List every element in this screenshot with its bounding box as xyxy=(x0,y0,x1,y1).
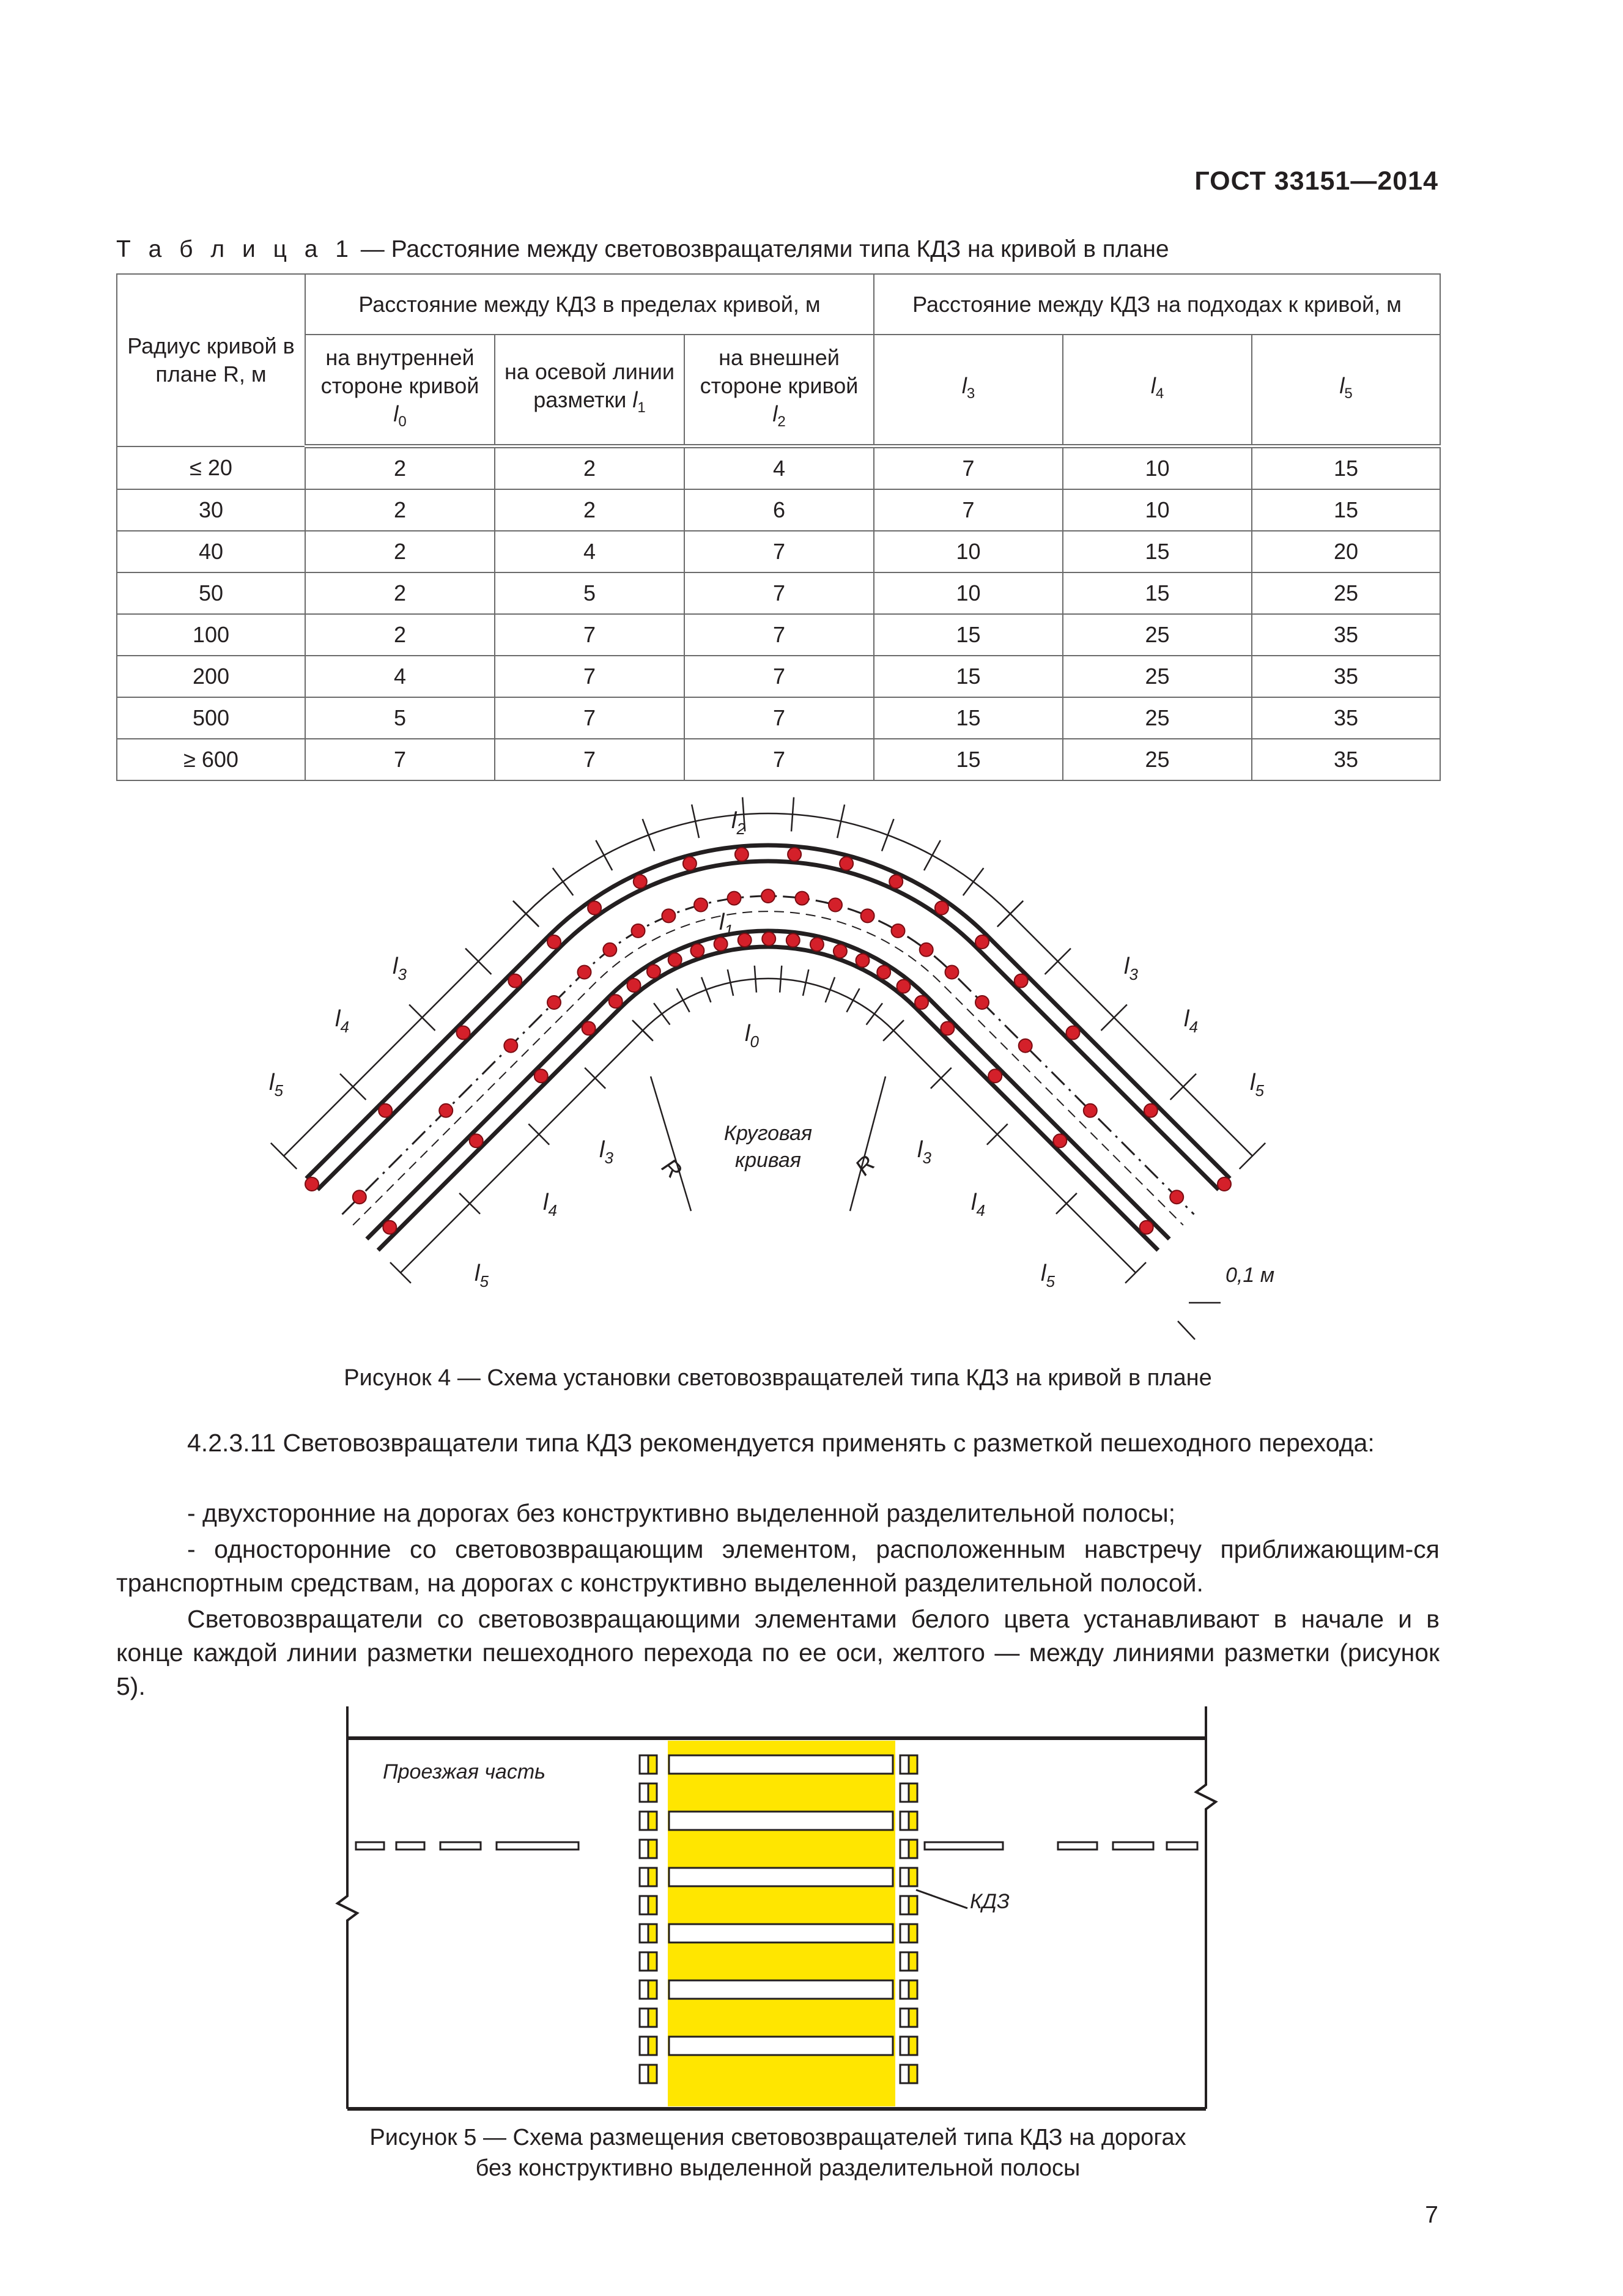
cell-distance: 7 xyxy=(874,489,1063,531)
tick-inner-curve xyxy=(826,977,835,1002)
table-row xyxy=(117,614,1440,656)
crossing-stripe xyxy=(669,1812,893,1830)
kdz-reflector-right-white xyxy=(900,1980,909,1999)
cell-distance: 25 xyxy=(1063,614,1252,656)
kdz-reflector-right-yellow xyxy=(909,1755,917,1774)
kdz-reflector-left-yellow xyxy=(648,1840,657,1858)
cell-distance: 7 xyxy=(495,697,684,739)
figure-5-caption-line2: без конструктивно выделенной разделительной полосы xyxy=(475,2155,1081,2181)
label-l2: $l_2$ xyxy=(731,808,745,838)
label-roadway: Проезжая часть xyxy=(383,1760,546,1783)
reflector-axis-approach xyxy=(547,996,561,1009)
figure-4-caption: Рисунок 4 — Схема установки световозвращателей типа КДЗ на кривой в плане xyxy=(344,1365,1212,1391)
kdz-reflector-left-yellow xyxy=(648,2065,657,2083)
figure-4-curve-diagram xyxy=(0,789,1623,1370)
kdz-reflector-left-white xyxy=(640,1896,648,1914)
kdz-reflector-right-white xyxy=(900,2009,909,2027)
cell-distance: 2 xyxy=(495,489,684,531)
paragraph-4-2-3-11: 4.2.3.11 Световозвращатели типа КДЗ рекомендуется применять с разметкой пешеходного перехода: xyxy=(187,1429,1375,1457)
kdz-reflector-right-yellow xyxy=(909,1783,917,1802)
label-l3-right-inner: $l_3$ xyxy=(917,1137,931,1167)
label-R-left: R xyxy=(656,1154,687,1184)
crossing-stripe xyxy=(669,1868,893,1886)
reflector-inner-curve xyxy=(915,996,928,1009)
cell-distance: 35 xyxy=(1252,697,1440,739)
table-body xyxy=(117,446,1440,781)
cell-distance: 2 xyxy=(305,614,495,656)
table-row xyxy=(117,739,1440,780)
reflector-axis-curve xyxy=(603,943,616,957)
reflector-outer-approach xyxy=(1015,974,1028,988)
cell-distance: 15 xyxy=(874,697,1063,739)
cell-distance: 20 xyxy=(1252,531,1440,572)
reflector-axis-curve xyxy=(578,966,591,979)
cell-distance: 10 xyxy=(1063,489,1252,531)
reflector-outer-approach xyxy=(379,1104,392,1117)
reflector-axis-curve xyxy=(694,898,708,912)
reflector-inner-curve xyxy=(738,933,752,947)
kdz-reflector-right-yellow xyxy=(909,2065,917,2083)
reflector-outer-approach xyxy=(457,1026,470,1040)
cell-distance: 5 xyxy=(495,572,684,614)
tick-outer-curve xyxy=(553,868,574,895)
reflector-axis-approach xyxy=(1170,1190,1183,1204)
header-l5-subscript: 5 xyxy=(1344,385,1353,402)
cell-distance: 2 xyxy=(305,489,495,531)
kdz-leader-line xyxy=(916,1890,967,1908)
cell-distance: 7 xyxy=(495,739,684,780)
kdz-reflector-right-white xyxy=(900,1783,909,1802)
reflector-inner-curve xyxy=(690,944,704,957)
reflector-outer-curve xyxy=(840,857,853,870)
cell-distance: 7 xyxy=(684,531,874,572)
reflector-outer-curve xyxy=(788,848,801,861)
crossing-stripe xyxy=(669,2037,893,2055)
cell-distance: 10 xyxy=(874,572,1063,614)
kdz-reflector-right-white xyxy=(900,1840,909,1858)
cell-distance: 4 xyxy=(305,656,495,697)
kdz-reflector-right-white xyxy=(900,2065,909,2083)
header-group-within: Расстояние между КДЗ в пределах кривой, м xyxy=(305,274,874,335)
cell-distance: 25 xyxy=(1252,572,1440,614)
kdz-spacing-table xyxy=(116,273,1441,781)
reflector-inner-approach xyxy=(383,1221,396,1234)
label-kdz: КДЗ xyxy=(970,1890,1010,1913)
cell-distance: 4 xyxy=(495,531,684,572)
cell-distance: 25 xyxy=(1063,697,1252,739)
header-inner-symbol: l xyxy=(393,401,399,426)
paragraph-reflector-colors: Световозвращатели со световозвращающими элементами белого цвета устанавливают в начале и в конце каждой линии разметки пешеходного перехода по ее оси, желтого — между линиями разметки (рисунок 5). xyxy=(116,1605,1440,1700)
outer-dimension-line xyxy=(284,813,1252,1156)
kdz-reflector-left-yellow xyxy=(648,1868,657,1886)
cell-radius: 40 xyxy=(117,531,305,572)
reflector-inner-approach xyxy=(582,1021,596,1035)
kdz-reflector-right-yellow xyxy=(909,2037,917,2055)
kdz-reflector-right-white xyxy=(900,1952,909,1971)
header-axis-subscript: 1 xyxy=(637,399,646,416)
kdz-reflector-right-yellow xyxy=(909,1812,917,1830)
reflector-outer-approach xyxy=(508,974,522,988)
figure-5-caption xyxy=(116,2122,1440,2183)
kdz-reflector-left-white xyxy=(640,1924,648,1942)
document-code: ГОСТ 33151—2014 xyxy=(1194,166,1438,196)
kdz-reflector-left-yellow xyxy=(648,2037,657,2055)
header-outer-subscript: 2 xyxy=(777,413,786,430)
table-row xyxy=(117,656,1440,697)
header-l3-symbol: l xyxy=(961,372,967,398)
cell-distance: 4 xyxy=(684,446,874,490)
kdz-reflector-right-white xyxy=(900,1924,909,1942)
reflector-axis-approach xyxy=(439,1104,453,1117)
kdz-reflector-left-yellow xyxy=(648,1755,657,1774)
label-l0: $l_0$ xyxy=(745,1021,759,1051)
cell-distance: 25 xyxy=(1063,739,1252,780)
cell-distance: 7 xyxy=(495,614,684,656)
reflector-inner-curve xyxy=(877,966,890,979)
cell-distance: 7 xyxy=(684,697,874,739)
center-line-dash xyxy=(396,1842,424,1850)
label-l4-right-outer: $l_4$ xyxy=(1184,1006,1198,1036)
header-outer-symbol: l xyxy=(772,401,778,426)
reflector-outer-curve xyxy=(683,857,697,870)
header-l5-symbol: l xyxy=(1339,372,1345,398)
header-inner-subscript: 0 xyxy=(398,413,407,430)
header-inner-label: на внутренней стороне кривой xyxy=(320,344,479,398)
header-axis xyxy=(495,335,684,446)
reflector-inner-curve xyxy=(897,980,911,993)
cell-distance: 15 xyxy=(1063,572,1252,614)
cell-distance: 35 xyxy=(1252,656,1440,697)
kdz-reflector-left-white xyxy=(640,1868,648,1886)
kdz-reflector-right-yellow xyxy=(909,1980,917,1999)
table-row xyxy=(117,572,1440,614)
reflector-axis-approach xyxy=(1019,1039,1032,1053)
cell-distance: 35 xyxy=(1252,614,1440,656)
label-curve-line2: кривая xyxy=(735,1149,801,1172)
inner-edge-line-1 xyxy=(367,931,1169,1239)
cell-distance: 35 xyxy=(1252,739,1440,780)
reflector-outer-approach xyxy=(305,1177,319,1191)
tick-outer-curve xyxy=(924,840,941,870)
kdz-reflector-right-white xyxy=(900,1755,909,1774)
cell-distance: 2 xyxy=(305,572,495,614)
reflector-axis-curve xyxy=(892,924,905,938)
kdz-reflector-right-yellow xyxy=(909,1896,917,1914)
label-R-right: R xyxy=(850,1150,881,1181)
pedestrian-crossing xyxy=(668,1741,895,2106)
reflector-axis-curve xyxy=(632,924,645,938)
tick-inner-curve xyxy=(780,966,782,993)
label-l4-left-outer: $l_4$ xyxy=(335,1006,349,1036)
center-line-dash xyxy=(1167,1842,1197,1850)
reflector-axis-curve xyxy=(829,898,842,912)
radius-leader-right xyxy=(850,1076,885,1211)
kdz-reflector-left-white xyxy=(640,1812,648,1830)
cell-radius: 200 xyxy=(117,656,305,697)
tick-inner-curve xyxy=(654,1003,670,1024)
tick-outer-curve xyxy=(643,819,655,851)
table-caption-label: Т а б л и ц а 1 xyxy=(116,236,354,262)
reflector-outer-curve xyxy=(547,935,561,949)
center-line-dash xyxy=(440,1842,481,1850)
kdz-reflector-left-white xyxy=(640,1755,648,1774)
cell-distance: 5 xyxy=(305,697,495,739)
reflector-axis-curve xyxy=(920,943,933,957)
cell-distance: 25 xyxy=(1063,656,1252,697)
header-inner xyxy=(305,335,495,446)
cell-radius: 50 xyxy=(117,572,305,614)
center-line-dash xyxy=(925,1842,1003,1850)
reflector-outer-approach xyxy=(1067,1026,1080,1040)
cell-distance: 7 xyxy=(495,656,684,697)
header-group-approach: Расстояние между КДЗ на подходах к кривой, м xyxy=(874,274,1440,335)
label-l1: $l_1$ xyxy=(719,909,733,939)
dimension-ticks xyxy=(271,797,1265,1339)
cell-distance: 7 xyxy=(874,446,1063,490)
reflector-inner-curve xyxy=(627,979,641,992)
cell-distance: 7 xyxy=(684,739,874,780)
kdz-reflector-left-white xyxy=(640,2037,648,2055)
label-l4-right-inner: $l_4$ xyxy=(971,1190,985,1220)
curve-lines xyxy=(284,813,1252,1273)
kdz-reflector-left-yellow xyxy=(648,1896,657,1914)
reflector-inner-approach xyxy=(1140,1221,1153,1234)
kdz-reflector-right-white xyxy=(900,1896,909,1914)
label-l3-left-outer: $l_3$ xyxy=(393,954,407,983)
label-l5-left-inner: $l_5$ xyxy=(475,1261,489,1291)
cell-radius: 100 xyxy=(117,614,305,656)
kdz-reflector-left-yellow xyxy=(648,1952,657,1971)
reflector-axis-curve xyxy=(945,966,959,979)
table-row xyxy=(117,697,1440,739)
tick-outer-curve xyxy=(882,819,894,851)
tick-outer-curve xyxy=(596,840,612,870)
cell-distance: 15 xyxy=(1252,489,1440,531)
tick-outer-curve xyxy=(963,868,984,895)
tick-inner-curve xyxy=(701,977,711,1002)
header-l4-symbol: l xyxy=(1150,372,1156,398)
cell-distance: 7 xyxy=(684,572,874,614)
kdz-reflector-left-yellow xyxy=(648,2009,657,2027)
cell-distance: 15 xyxy=(1252,446,1440,490)
axis-dimension-line xyxy=(353,911,1183,1225)
kdz-reflector-left-yellow xyxy=(648,1783,657,1802)
crossing-stripe xyxy=(669,1980,893,1999)
kdz-reflector-right-yellow xyxy=(909,1952,917,1971)
header-l4-subscript: 4 xyxy=(1155,385,1164,402)
reflector-axis-curve xyxy=(861,909,874,922)
header-l4 xyxy=(1063,335,1252,446)
reflector-outer-approach xyxy=(1218,1177,1231,1191)
cell-radius: ≥ 600 xyxy=(117,739,305,780)
label-l5-left-outer: $l_5$ xyxy=(269,1070,283,1100)
tick-inner-curve xyxy=(755,966,756,993)
cell-distance: 7 xyxy=(684,656,874,697)
header-l3-subscript: 3 xyxy=(966,385,975,402)
table-row xyxy=(117,489,1440,531)
cell-radius: 30 xyxy=(117,489,305,531)
reflector-inner-curve xyxy=(668,953,682,966)
list-item-two-sided: - двухсторонние на дорогах без конструктивно выделенной разделительной полосы; xyxy=(187,1499,1176,1527)
header-radius xyxy=(117,274,305,446)
kdz-reflector-left-white xyxy=(640,1840,648,1858)
reflector-inner-approach xyxy=(470,1134,483,1147)
kdz-reflector-left-white xyxy=(640,2009,648,2027)
kdz-reflector-left-yellow xyxy=(648,1924,657,1942)
kdz-reflector-right-white xyxy=(900,2037,909,2055)
kdz-reflector-right-yellow xyxy=(909,2009,917,2027)
header-l3 xyxy=(874,335,1063,446)
header-axis-label: на осевой линии разметки xyxy=(504,358,675,412)
reflector-axis-approach xyxy=(353,1190,366,1204)
list-item-one-sided: - односторонние со световозвращающим элементом, расположенным навстречу приближающим-ся транспортным средствам, на дорогах с конструктивно выделенной разделительной полосой. xyxy=(116,1535,1440,1597)
cell-distance: 2 xyxy=(305,446,495,490)
kdz-reflector-left-yellow xyxy=(648,1812,657,1830)
reflector-outer-approach xyxy=(1144,1104,1158,1117)
table-row xyxy=(117,531,1440,572)
table-row xyxy=(117,446,1440,490)
reflector-outer-curve xyxy=(975,935,989,949)
cell-radius: 500 xyxy=(117,697,305,739)
reflector-inner-curve xyxy=(647,965,660,978)
cell-distance: 2 xyxy=(305,531,495,572)
cell-distance: 6 xyxy=(684,489,874,531)
center-line-dash xyxy=(1058,1842,1097,1850)
center-line-dash xyxy=(497,1842,579,1850)
kdz-reflector-left-white xyxy=(640,1980,648,1999)
reflector-outer-curve xyxy=(588,902,601,915)
kdz-reflector-left-yellow xyxy=(648,1980,657,1999)
kdz-reflector-left-white xyxy=(640,2065,648,2083)
label-l3-right-outer: $l_3$ xyxy=(1124,954,1138,983)
header-axis-symbol: l xyxy=(632,387,638,412)
reflector-axis-approach xyxy=(1084,1104,1097,1117)
reflector-inner-approach xyxy=(534,1069,548,1083)
cell-distance: 15 xyxy=(874,739,1063,780)
kdz-reflector-right-yellow xyxy=(909,1868,917,1886)
cell-radius: ≤ 20 xyxy=(117,446,305,490)
crossing-stripe xyxy=(669,1924,893,1942)
cell-distance: 10 xyxy=(874,531,1063,572)
table-caption xyxy=(116,236,1169,263)
reflector-axis-approach xyxy=(504,1039,517,1053)
header-outer-label: на внешней стороне кривой xyxy=(700,344,859,398)
header-outer xyxy=(684,335,874,446)
reflector-outer-curve xyxy=(634,875,647,888)
cell-distance: 15 xyxy=(1063,531,1252,572)
kdz-reflector-right-white xyxy=(900,1812,909,1830)
cell-distance: 2 xyxy=(495,446,684,490)
label-offset: 0,1 м xyxy=(1226,1264,1275,1287)
kdz-reflector-left-white xyxy=(640,1952,648,1971)
header-radius-label: Радиус кривой в плане R, м xyxy=(127,333,295,387)
label-curve-line1: Круговая xyxy=(723,1122,813,1145)
reflector-outer-curve xyxy=(935,902,948,915)
cell-distance: 15 xyxy=(874,614,1063,656)
figure-5-caption-line1: Рисунок 5 — Схема размещения световозвращателей типа КДЗ на дорогах xyxy=(369,2125,1186,2150)
label-l5-right-inner: $l_5$ xyxy=(1041,1261,1055,1291)
page-number: 7 xyxy=(1425,2202,1438,2228)
reflector-inner-curve xyxy=(856,954,870,967)
reflector-inner-curve xyxy=(786,933,800,947)
label-l4-left-inner: $l_4$ xyxy=(543,1190,557,1220)
reflector-inner-approach xyxy=(1053,1134,1067,1147)
tick-inner-curve xyxy=(867,1003,882,1024)
kdz-reflector-right-yellow xyxy=(909,1840,917,1858)
table-caption-text: — Расстояние между световозвращателями типа КДЗ на кривой в плане xyxy=(353,236,1169,262)
reflector-inner-curve xyxy=(762,932,775,946)
crossing-stripe xyxy=(669,1755,893,1774)
reflector-inner-approach xyxy=(941,1021,954,1035)
reflector-inner-curve xyxy=(609,994,623,1008)
label-l3-left-inner: $l_3$ xyxy=(599,1137,613,1167)
center-line-dash xyxy=(1113,1842,1153,1850)
header-l5 xyxy=(1252,335,1440,446)
offset-arrow xyxy=(1178,1321,1195,1339)
reflector-outer-curve xyxy=(889,875,903,888)
reflector-inner-curve xyxy=(834,944,847,958)
reflector-axis-curve xyxy=(728,892,741,905)
reflector-inner-curve xyxy=(810,938,824,951)
reflector-axis-curve xyxy=(796,892,809,905)
kdz-reflector-right-white xyxy=(900,1868,909,1886)
tick-inner-curve xyxy=(677,988,690,1012)
reflector-inner-approach xyxy=(988,1069,1002,1083)
cell-distance: 7 xyxy=(684,614,874,656)
radius-leader-left xyxy=(651,1076,691,1211)
cell-distance: 10 xyxy=(1063,446,1252,490)
figure-5-crossing-diagram xyxy=(0,1706,1623,2135)
cell-distance: 7 xyxy=(305,739,495,780)
cell-distance: 15 xyxy=(874,656,1063,697)
kdz-reflector-left-white xyxy=(640,1783,648,1802)
kdz-reflector-right-yellow xyxy=(909,1924,917,1942)
tick-inner-curve xyxy=(846,988,859,1012)
reflector-axis-curve xyxy=(662,909,675,922)
label-l5-right-outer: $l_5$ xyxy=(1250,1070,1264,1100)
center-line-dash xyxy=(356,1842,384,1850)
reflector-axis-approach xyxy=(975,996,989,1009)
reflector-outer-curve xyxy=(735,848,749,861)
reflector-axis-curve xyxy=(761,889,775,903)
